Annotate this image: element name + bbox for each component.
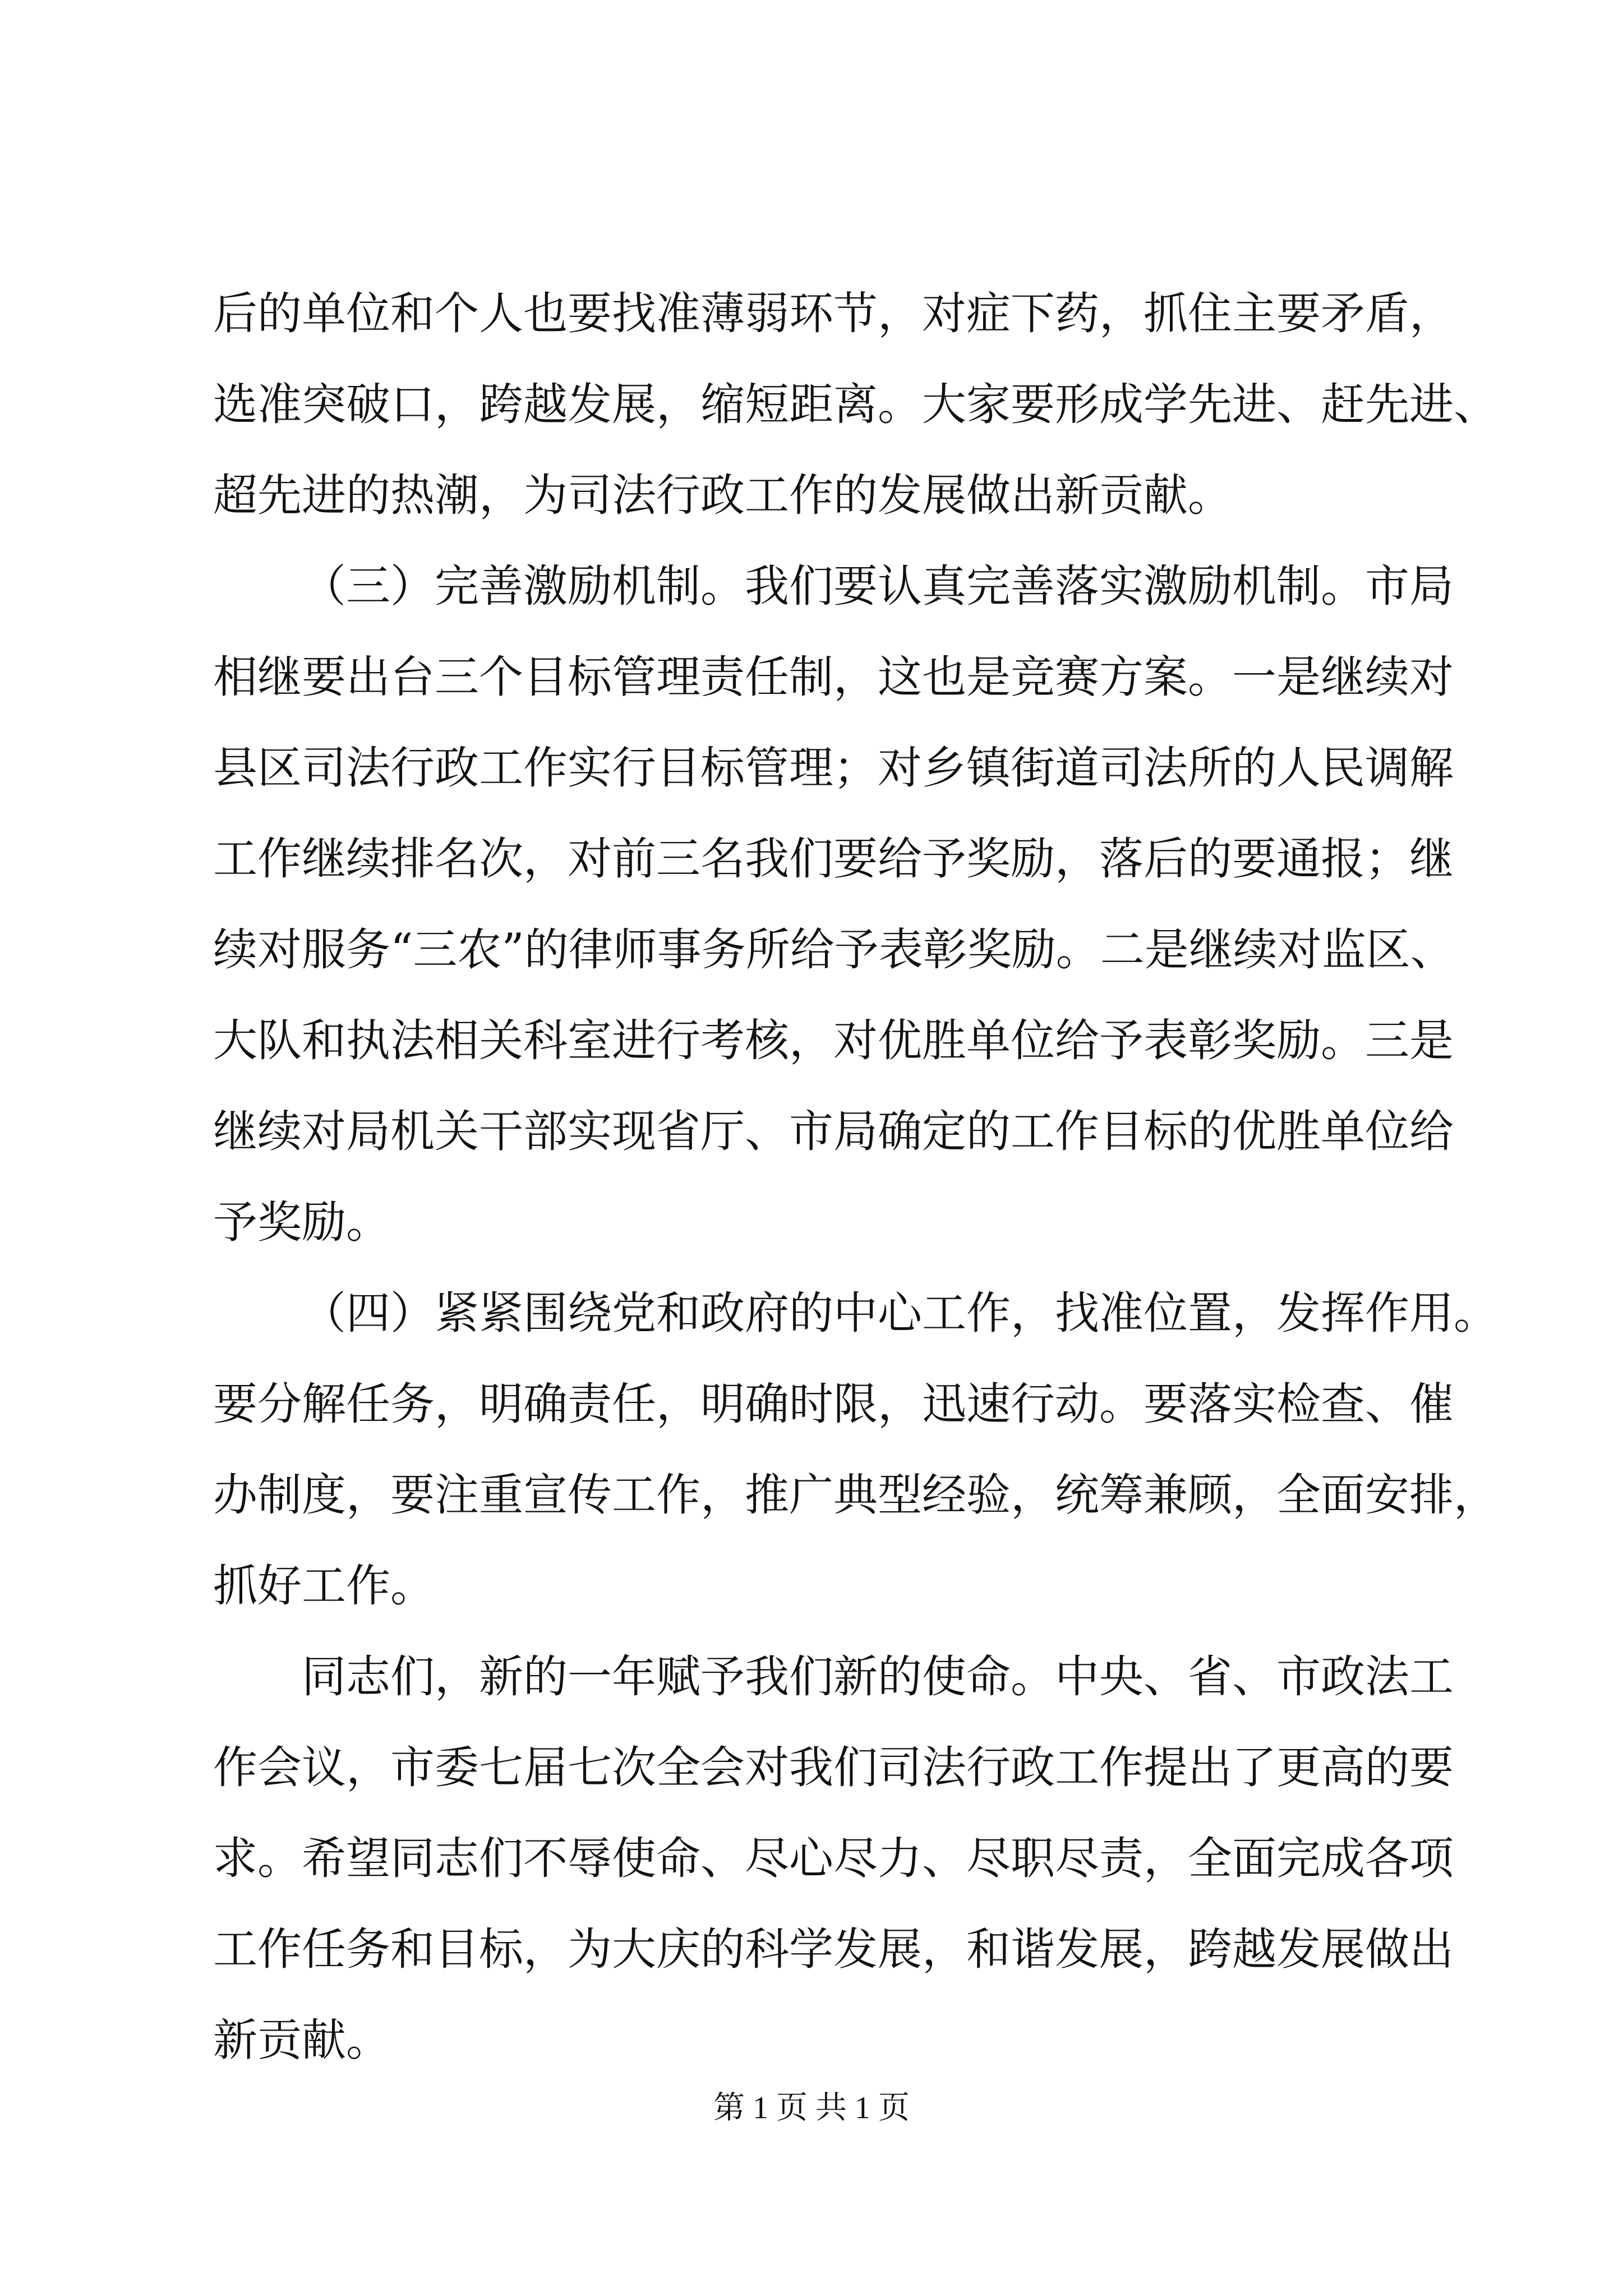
text-line: 予奖励。 [213, 1197, 390, 1248]
text-line: （三）完善激励机制。我们要认真完善落实激励机制。市局 [302, 560, 1454, 612]
text-line: 相继要出台三个目标管理责任制，这也是竞赛方案。一是继续对 [213, 651, 1454, 703]
text-line: 工作任务和目标，为大庆的科学发展，和谐发展，跨越发展做出 [213, 1924, 1454, 1975]
text-line: 大队和执法相关科室进行考核，对优胜单位给予表彰奖励。三是 [213, 1015, 1454, 1066]
text-line: 选准突破口，跨越发展，缩短距离。大家要形成学先进、赶先进、 [213, 379, 1498, 430]
text-line: 抓好工作。 [213, 1560, 435, 1612]
text-line: （四）紧紧围绕党和政府的中心工作，找准位置，发挥作用。 [302, 1287, 1498, 1339]
text-line: 续对服务“三农”的律师事务所给予表彰奖励。二是继续对监区、 [213, 924, 1455, 976]
document-body [213, 268, 1498, 2086]
page-number-footer: 第 1 页 共 1 页 [713, 2091, 910, 2125]
text-line: 要分解任务，明确责任，明确时限，迅速行动。要落实检查、催 [213, 1378, 1454, 1430]
text-line: 后的单位和个人也要找准薄弱环节，对症下药，抓住主要矛盾， [213, 288, 1454, 339]
text-line: 办制度，要注重宣传工作，推广典型经验，统筹兼顾，全面安排， [213, 1469, 1498, 1521]
text-line: 新贡献。 [213, 2014, 390, 2066]
text-line: 超先进的热潮，为司法行政工作的发展做出新贡献。 [213, 470, 1232, 521]
text-line: 作会议，市委七届七次全会对我们司法行政工作提出了更高的要 [213, 1742, 1454, 1793]
text-line: 求。希望同志们不辱使命、尽心尽力、尽职尽责，全面完成各项 [213, 1833, 1454, 1884]
text-line: 工作继续排名次，对前三名我们要给予奖励，落后的要通报；继 [213, 833, 1454, 885]
text-line: 继续对局机关干部实现省厅、市局确定的工作目标的优胜单位给 [213, 1106, 1454, 1157]
text-line: 同志们，新的一年赋予我们新的使命。中央、省、市政法工 [302, 1651, 1454, 1703]
text-line: 县区司法行政工作实行目标管理；对乡镇街道司法所的人民调解 [213, 742, 1454, 794]
